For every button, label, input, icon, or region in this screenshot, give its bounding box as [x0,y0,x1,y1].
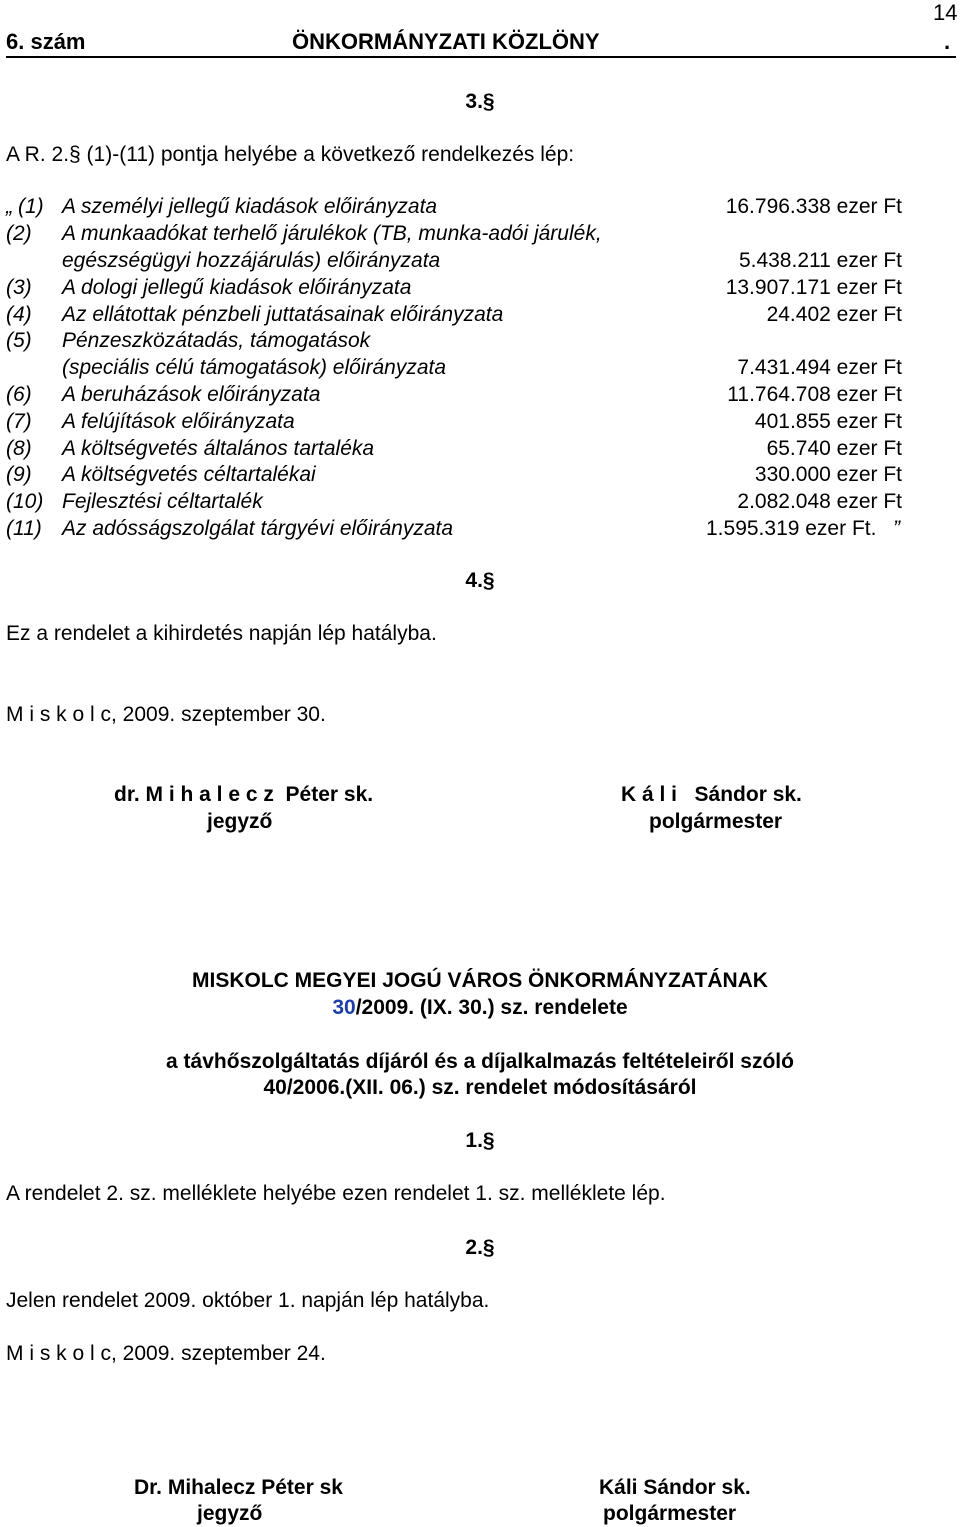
open-quote: „ [6,195,13,218]
list-item-value: 11.764.708 ezer Ft [727,383,902,406]
decree-section-1-text: A rendelet 2. sz. melléklete helyébe ezen rendelet 1. sz. melléklete lép. [6,1182,666,1205]
list-item-label: Pénzeszközátadás, támogatások [62,329,371,352]
list-item-label-cont: (speciális célú támogatások) előirányzata [62,356,447,379]
decree-section-2-text: Jelen rendelet 2009. október 1. napján lép hatályba. [6,1289,490,1312]
list-item-value: 330.000 ezer Ft [754,463,902,486]
list-item-label: Az ellátottak pénzbeli juttatásainak előirányzata [62,303,504,326]
list-item-label: A költségvetés céltartalékai [62,463,316,486]
section-4-heading: 4.§ [465,569,495,592]
list-item-number: (4) [6,303,32,326]
signature-mayor-name: K á l i Sándor sk. [621,783,802,806]
section-3-heading: 3.§ [465,90,495,113]
section-3-intro: A R. 2.§ (1)-(11) pontja helyébe a következő rendelkezés lép: [6,143,575,166]
list-item-value: 1.595.319 ezer Ft. [706,517,877,540]
list-item-label: A költségvetés általános tartaléka [62,437,375,460]
list-item-number: (1) [18,195,44,218]
list-item-value: 13.907.171 ezer Ft [725,276,902,299]
decree-number-rest: /2009. (IX. 30.) sz. rendelete [355,996,628,1019]
list-item-value: 65.740 ezer Ft [766,437,902,460]
list-item-number: (3) [6,276,32,299]
list-item-value: 2.082.048 ezer Ft [737,490,902,513]
close-quote: ” [893,517,900,540]
list-item-number: (9) [6,463,32,486]
journal-title: ÖNKORMÁNYZATI KÖZLÖNY [292,29,600,54]
list-item-number: (5) [6,329,32,352]
list-item-value: 16.796.338 ezer Ft [725,195,902,218]
signature-mayor-title: polgármester [649,810,783,833]
list-item-number: (6) [6,383,32,406]
signature-notary-name: Dr. Mihalecz Péter sk [134,1476,343,1499]
page-number: 14 [933,0,958,25]
signature-mayor-name: Káli Sándor sk. [599,1476,751,1499]
signature-mayor-title: polgármester [603,1502,737,1525]
list-item-label: A személyi jellegű kiadások előirányzata [62,195,438,218]
list-item-label: A munkaadókat terhelő járulékok (TB, munka-adói járulék, [62,222,602,245]
signature-notary-title: jegyző [207,810,273,833]
decree-title: MISKOLC MEGYEI JOGÚ VÁROS ÖNKORMÁNYZATÁNAK [192,969,768,992]
list-item-value: 5.438.211 ezer Ft [738,249,902,272]
decree-section-2-heading: 2.§ [465,1236,495,1259]
list-item-label: Fejlesztési céltartalék [62,490,263,513]
list-item-label-cont: egészségügyi hozzájárulás) előirányzata [62,249,441,272]
decree-subject: a távhőszolgáltatás díjáról és a díjalkalmazás feltételeiről szóló [166,1050,794,1073]
list-item-number: (11) [6,517,42,540]
list-item-label: A beruházások előirányzata [62,383,321,406]
header-dot: . [944,29,951,54]
signature-notary-name: dr. M i h a l e c z Péter sk. [114,783,374,806]
decree-number [0,997,960,1018]
list-item-label: A dologi jellegű kiadások előirányzata [62,276,412,299]
decree-section-1-heading: 1.§ [465,1129,495,1152]
decree-number-value: 30 [332,996,356,1019]
list-item-value: 24.402 ezer Ft [766,303,902,326]
list-item-value: 401.855 ezer Ft [754,410,902,433]
section-4-text: Ez a rendelet a kihirdetés napján lép hatályba. [6,622,437,645]
list-item-number: (8) [6,437,32,460]
issue-number: 6. szám [6,29,86,54]
signature-notary-title: jegyző [197,1502,263,1525]
dateline: M i s k o l c, 2009. szeptember 24. [6,1342,326,1365]
list-item-value: 7.431.494 ezer Ft [737,356,902,379]
dateline: M i s k o l c, 2009. szeptember 30. [6,703,326,726]
list-item-number: (2) [6,222,32,245]
header-rule [6,56,956,58]
list-item-number: (10) [6,490,44,513]
decree-subject-cont: 40/2006.(XII. 06.) sz. rendelet módosításáról [263,1076,697,1099]
list-item-number: (7) [6,410,32,433]
list-item-label: Az adósságszolgálat tárgyévi előirányzata [62,517,454,540]
list-item-label: A felújítások előirányzata [62,410,295,433]
